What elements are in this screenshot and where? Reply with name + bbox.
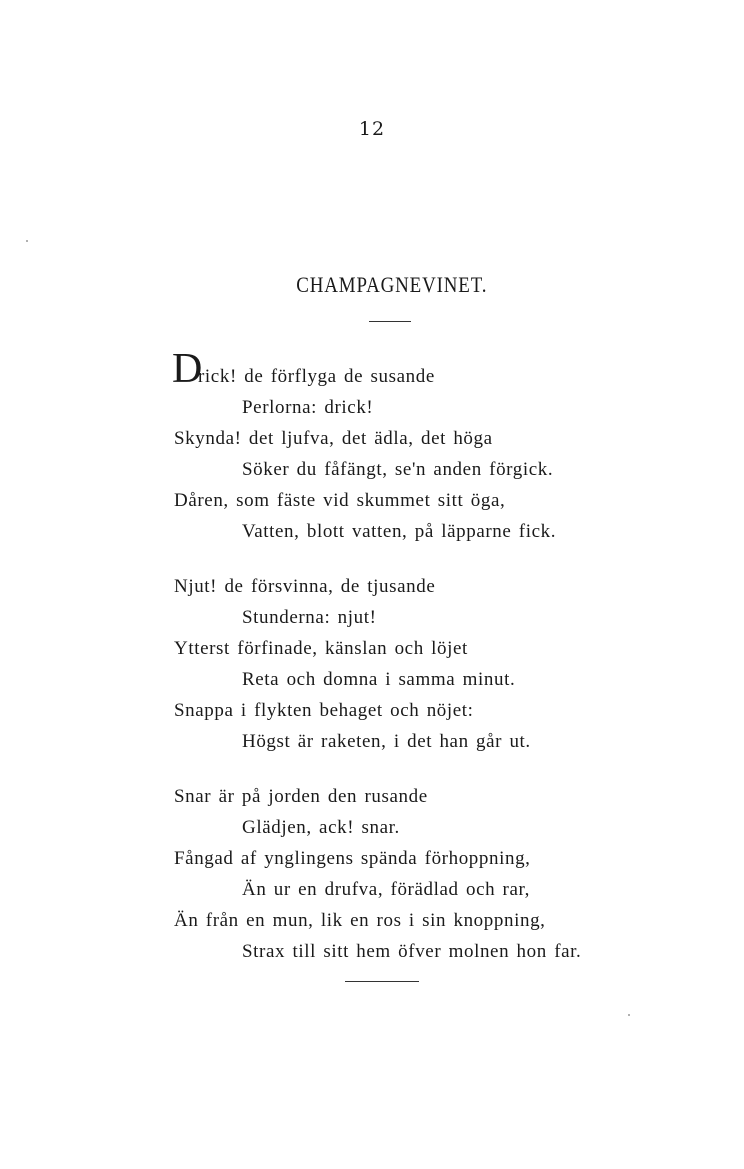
- poem-line: Fångad af ynglingens spända förhoppning,: [174, 848, 531, 869]
- paper-speck: [26, 240, 28, 242]
- poem-line: Söker du fåfängt, se'n anden förgick.: [242, 459, 554, 480]
- poem-line: Än ur en drufva, förädlad och rar,: [242, 879, 531, 900]
- poem-line: Skynda! det ljufva, det ädla, det höga: [174, 428, 493, 449]
- poem-line: Än från en mun, lik en ros i sin knoppning,: [174, 910, 546, 931]
- poem-line: Dåren, som fäste vid skummet sitt öga,: [174, 490, 506, 511]
- end-rule: [345, 981, 419, 982]
- drop-cap: D: [172, 346, 203, 392]
- poem-line: Högst är raketen, i det han går ut.: [242, 731, 531, 752]
- page-number: 12: [358, 118, 386, 140]
- poem-line: Vatten, blott vatten, på läpparne fick.: [242, 521, 557, 542]
- poem-line: Snappa i flykten behaget och nöjet:: [174, 700, 474, 721]
- paper-speck: [628, 1014, 630, 1016]
- poem-title: CHAMPAGNEVINET.: [296, 272, 488, 297]
- poem-line: Reta och domna i samma minut.: [242, 669, 516, 690]
- poem-line: Njut! de försvinna, de tjusande: [174, 576, 436, 597]
- poem-line: Stunderna: njut!: [242, 607, 377, 628]
- poem-line: Ytterst förfinade, känslan och löjet: [174, 638, 468, 659]
- poem-line: Strax till sitt hem öfver molnen hon far.: [242, 941, 582, 962]
- poem-line: Glädjen, ack! snar.: [242, 817, 400, 838]
- poem-line: rick! de förflyga de susande: [198, 366, 435, 387]
- poem-line: Perlorna: drick!: [242, 397, 374, 418]
- poem-line: Snar är på jorden den rusande: [174, 786, 428, 807]
